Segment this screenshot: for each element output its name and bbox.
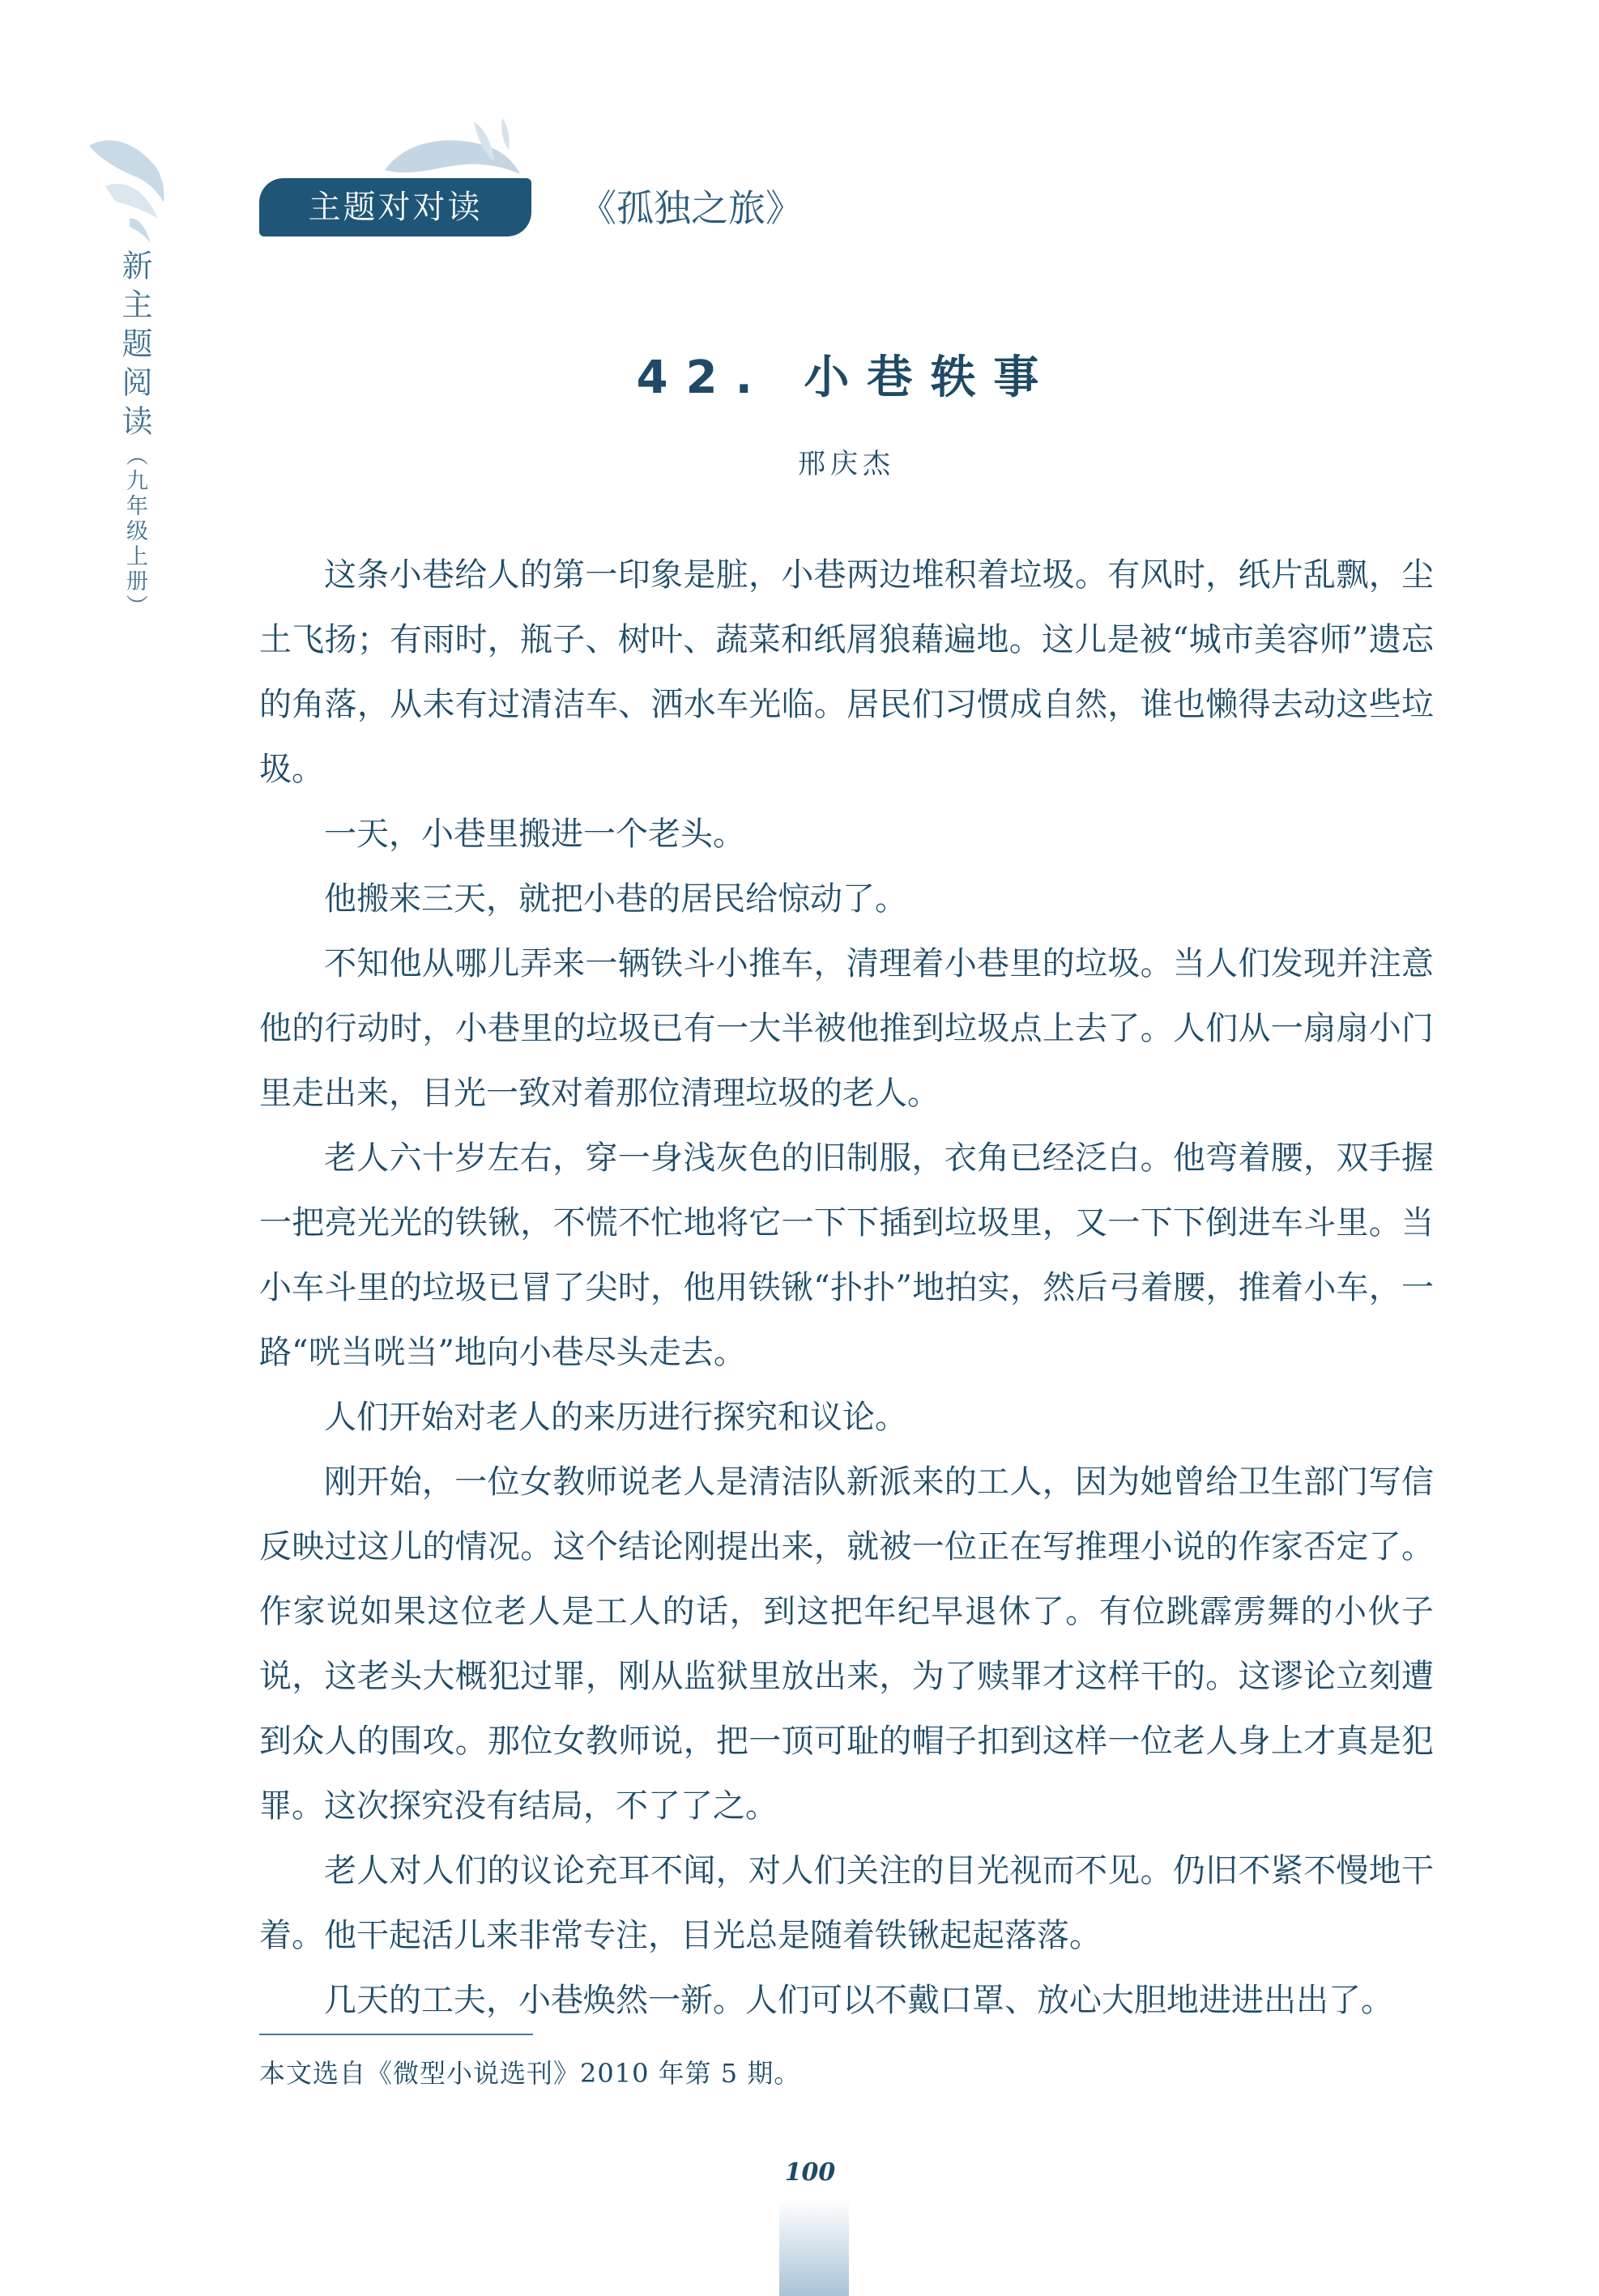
- paragraph: 刚开始，一位女教师说老人是清洁队新派来的工人，因为她曾给卫生部门写信反映过这儿的情况。这个结论刚提出来，就被一位正在写推理小说的作家否定了。作家说如果这位老人是工人的话，到这把年纪早退休了。有位跳霹雳舞的小伙子说，这老头大概犯过罪，刚从监狱里放出来，为了赎罪才这样干的。这谬论立刻遭到众人的围攻。那位女教师说，把一顶可耻的帽子扣到这样一位老人身上才真是犯罪。这次探究没有结局，不了了之。: [259, 1463, 1434, 1825]
- series-name: 新主题阅读: [117, 249, 152, 444]
- paragraph: 老人六十岁左右，穿一身浅灰色的旧制服，衣角已经泛白。他弯着腰，双手握一把亮光光的铁锹，不慌不忙地将它一下下插到垃圾里，又一下下倒进车斗里。当小车斗里的垃圾已冒了尖时，他用铁锹“扑扑”地拍实，然后弓着腰，推着小车，一路“咣当咣当”地向小巷尽头走去。: [259, 1139, 1434, 1371]
- paragraph: 几天的工夫，小巷焕然一新。人们可以不戴口罩、放心大胆地进进出出了。: [324, 1982, 1393, 2019]
- dolphin-decoration-icon: [81, 121, 174, 251]
- theme-tag: 主题对对读: [259, 178, 531, 236]
- paragraph: 一天，小巷里搬进一个老头。: [324, 816, 745, 853]
- page-tab-decoration: [779, 2199, 849, 2296]
- grade-label: （九年级上册）: [122, 444, 147, 620]
- source-footnote: 本文选自《微型小说选刊》2010 年第 5 期。: [259, 2058, 801, 2089]
- paragraph: 不知他从哪儿弄来一辆铁斗小推车，清理着小巷里的垃圾。当人们发现并注意他的行动时，小巷里的垃圾已有一大半被他推到垃圾点上去了。人们从一扇扇小门里走出来，目光一致对着那位清理垃圾的老人。: [259, 945, 1434, 1112]
- paragraph: 人们开始对老人的来历进行探究和议论。: [324, 1399, 907, 1436]
- book-title: 《孤独之旅》: [579, 186, 803, 230]
- paragraph: 这条小巷给人的第一印象是脏，小巷两边堆积着垃圾。有风时，纸片乱飘，尘土飞扬；有雨时，瓶子、树叶、蔬菜和纸屑狼藉遍地。这儿是被“城市美容师”遗忘的角落，从未有过清洁车、洒水车光临。居民们习惯成自然，谁也懒得去动这些垃圾。: [259, 556, 1434, 788]
- footnote-divider: [259, 2034, 533, 2035]
- author-name: 邢庆杰: [798, 448, 895, 480]
- paragraph: 他搬来三天，就把小巷的居民给惊动了。: [324, 880, 907, 918]
- book-series-title: [112, 249, 157, 620]
- paragraph: 老人对人们的议论充耳不闻，对人们关注的目光视而不见。仍旧不紧不慢地干着。他干起活儿来非常专注，目光总是随着铁锹起起落落。: [259, 1852, 1434, 1954]
- page-number: 100: [784, 2158, 836, 2187]
- article-body: [259, 543, 1434, 2033]
- chapter-title: 42. 小巷轶事: [636, 351, 1057, 404]
